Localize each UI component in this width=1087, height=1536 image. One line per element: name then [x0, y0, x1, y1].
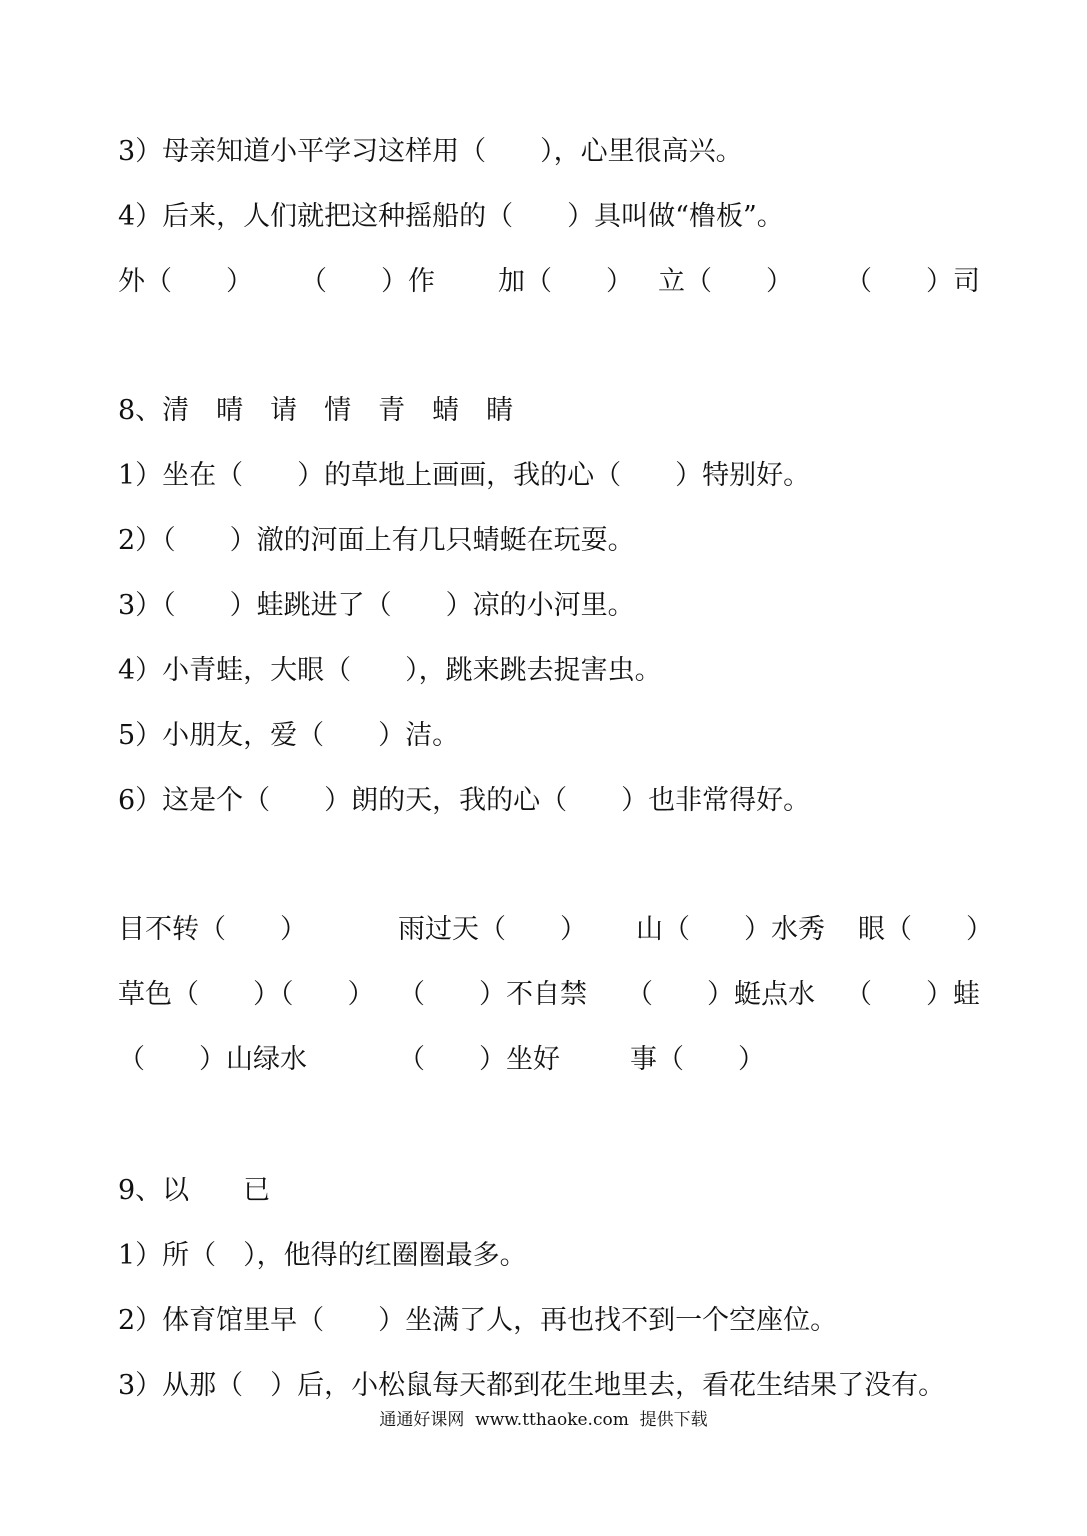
idiom-blank: 草色（ ）（ ）	[118, 979, 375, 1010]
word-blank: 立（ ）	[658, 266, 793, 297]
idiom-blank: （ ）不自禁	[398, 979, 587, 1010]
section-title: 9、以 已	[118, 1175, 271, 1206]
question-line: 2）（ ）澈的河面上有几只蜻蜓在玩耍。	[118, 525, 635, 556]
word-blank: （ ）司	[845, 266, 980, 297]
page-footer: 通通好课网 www.tthaoke.com 提供下载	[379, 1410, 708, 1430]
word-blank: 加（ ）	[498, 266, 633, 297]
question-line: 4）小青蛙，大眼（ ），跳来跳去捉害虫。	[118, 655, 662, 686]
question-line: 3）母亲知道小平学习这样用（ ），心里很高兴。	[118, 136, 743, 167]
idiom-blank: （ ）坐好	[398, 1044, 560, 1075]
question-line: 1）坐在（ ）的草地上画画，我的心（ ）特别好。	[118, 460, 811, 491]
idiom-blank: 事（ ）	[630, 1044, 765, 1075]
question-line: 2）体育馆里早（ ）坐满了人，再也找不到一个空座位。	[118, 1305, 838, 1336]
question-line: 4）后来，人们就把这种摇船的（ ）具叫做“橹板”。	[118, 201, 784, 232]
idiom-blank: （ ）蛙	[845, 979, 980, 1010]
idiom-blank: 目不转（ ）	[118, 914, 307, 945]
idiom-blank: （ ）蜓点水	[626, 979, 815, 1010]
word-blank: （ ）作	[300, 266, 435, 297]
question-line: 5）小朋友，爱（ ）洁。	[118, 720, 460, 751]
question-line: 3）（ ）蛙跳进了（ ）凉的小河里。	[118, 590, 635, 621]
idiom-blank: 眼（ ）	[858, 914, 993, 945]
idiom-blank: （ ）山绿水	[118, 1044, 307, 1075]
idiom-blank: 山（ ）水秀	[636, 914, 825, 945]
question-line: 1）所（ ），他得的红圈圈最多。	[118, 1240, 527, 1271]
word-blank: 外（ ）	[118, 266, 253, 297]
idiom-blank: 雨过天（ ）	[398, 914, 587, 945]
question-line: 3）从那（ ）后，小松鼠每天都到花生地里去，看花生结果了没有。	[118, 1370, 946, 1401]
section-title: 8、清 晴 请 情 青 蜻 睛	[118, 395, 514, 426]
question-line: 6）这是个（ ）朗的天，我的心（ ）也非常得好。	[118, 785, 811, 816]
